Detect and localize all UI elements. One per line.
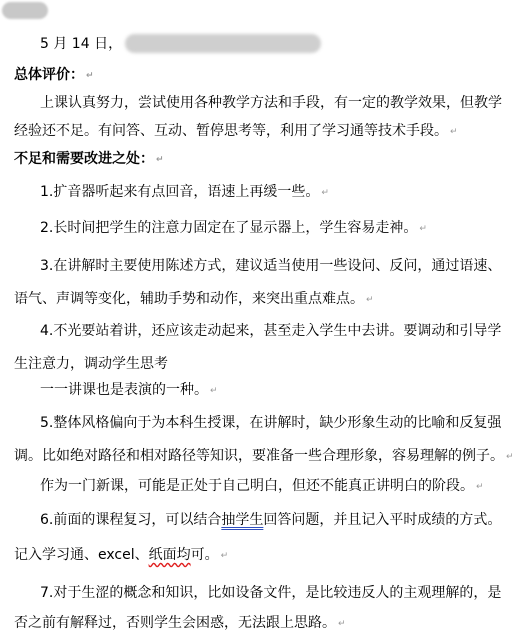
- item-3-line-1: 3.在讲解时主要使用陈述方式，建议适当使用一些设问、反问，通过语速、: [40, 258, 502, 274]
- paragraph-mark: ↵: [338, 619, 346, 629]
- item-5-line-2: 调。比如绝对路径和相对路径等知识，要准备一些合理形象，容易理解的例子。 ↵: [14, 448, 514, 464]
- paragraph-mark: ↵: [419, 224, 427, 234]
- underlined-phrase: 抽学生: [221, 512, 264, 528]
- redacted-header-blob: [2, 2, 48, 19]
- item-2: 2.长时间把学生的注意力固定在了显示器上，学生容易走神。 ↵: [40, 220, 427, 236]
- paragraph-mark: ↵: [476, 482, 484, 492]
- item-4-line-1: 4.不光要站着讲，还应该走动起来，甚至走入学生中去讲。要调动和引导学: [40, 323, 502, 339]
- evaluation-line-2: 经验还不足。有问答、互动、暂停思考等，利用了学习通等技术手段。 ↵: [14, 123, 458, 139]
- item-5-line-1: 5.整体风格偏向于为本科生授课，在讲解时，缺少形象生动的比喻和反复强: [40, 415, 502, 431]
- item-7-line-2: 否之前有解释过，否则学生会困惑，无法跟上思路。 ↵: [14, 615, 346, 631]
- improve-heading: 不足和需要改进之处： ↵: [14, 151, 164, 167]
- paragraph-mark: ↵: [220, 551, 229, 561]
- item-4-line-3: 一一讲课也是表演的一种。 ↵: [40, 382, 218, 398]
- paragraph-mark: ↵: [450, 127, 458, 137]
- paragraph-mark: ↵: [321, 188, 329, 198]
- paragraph-mark: ↵: [506, 452, 514, 462]
- spellcheck-phrase: 纸面均: [148, 547, 191, 563]
- paragraph-mark: ↵: [366, 295, 374, 305]
- date-text: 5 月 14 日，: [40, 36, 123, 52]
- item-6-line-1: 6.前面的课程复习，可以结合抽学生回答问题，并且记入平时成绩的方式。: [40, 512, 502, 528]
- evaluation-line-1: 上课认真努力，尝试使用各种教学方法和手段，有一定的教学效果，但教学: [40, 95, 502, 111]
- item-5-line-3: 作为一门新课，可能是正处于自己明白，但还不能真正讲明白的阶段。 ↵: [40, 478, 484, 494]
- redacted-name-blob: [125, 34, 321, 53]
- item-6-line-2: 记入学习通、excel、纸面均可。 ↵: [14, 547, 229, 563]
- paragraph-mark: ↵: [156, 155, 164, 165]
- date-line: [40, 33, 321, 53]
- paragraph-mark: ↵: [210, 386, 218, 396]
- paragraph-mark: ↵: [86, 71, 94, 81]
- item-1: 1.扩音器听起来有点回音，语速上再缓一些。 ↵: [40, 184, 329, 200]
- item-3-line-2: 语气、声调等变化，辅助手势和动作，来突出重点难点。 ↵: [14, 291, 374, 307]
- evaluation-heading: 总体评价： ↵: [14, 67, 94, 83]
- item-4-line-2: 生注意力，调动学生思考: [14, 356, 168, 372]
- item-7-line-1: 7.对于生涩的概念和知识，比如设备文件，是比较违反人的主观理解的，是: [40, 585, 502, 601]
